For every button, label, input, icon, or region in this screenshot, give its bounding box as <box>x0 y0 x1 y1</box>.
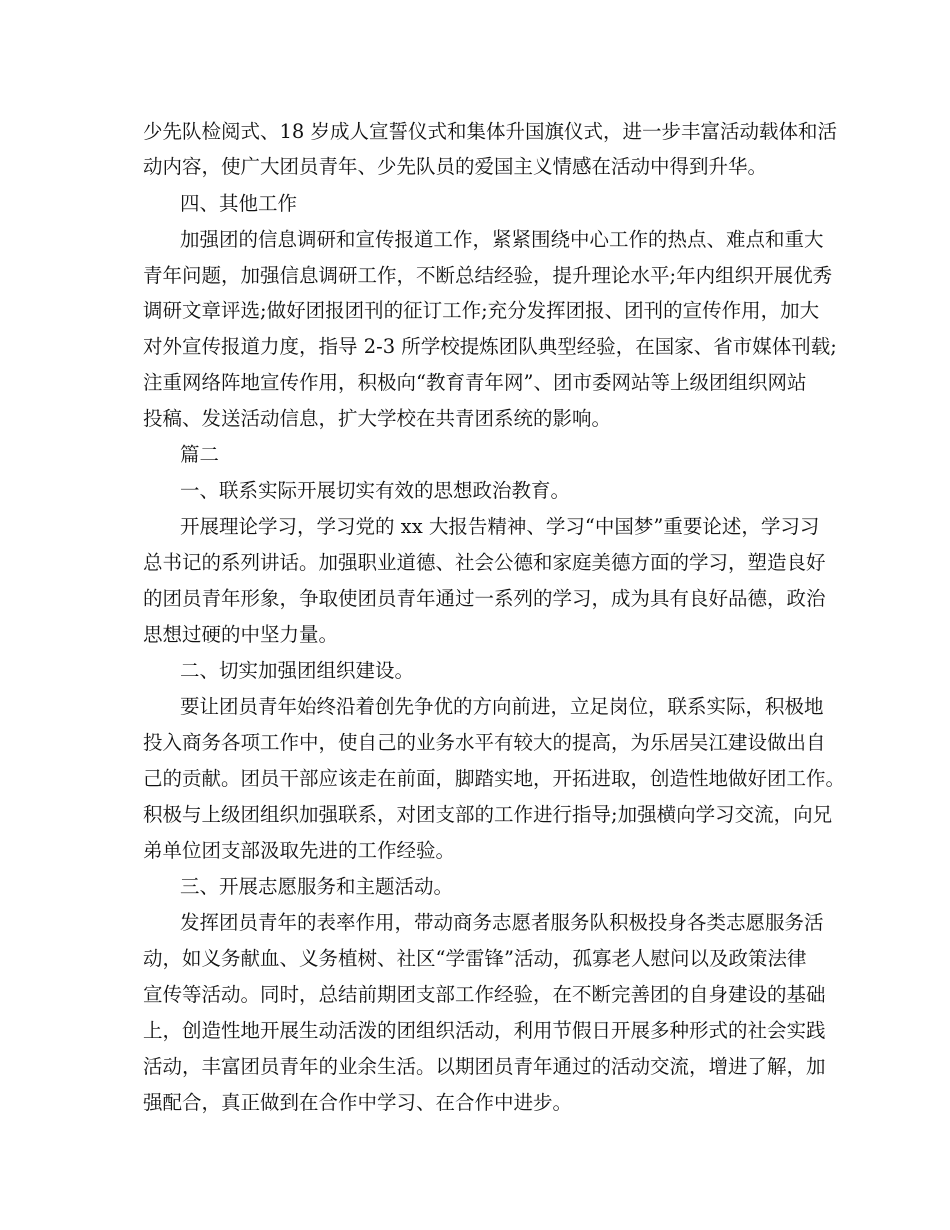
text-line: 投入商务各项工作中，使自己的业务水平有较大的提高，为乐居吴江建设做出自 <box>143 731 826 754</box>
text-line: 强配合，真正做到在合作中学习、在合作中进步。 <box>143 1091 573 1114</box>
text-line: 思想过硬的中坚力量。 <box>143 623 339 646</box>
text-line: 活动，丰富团员青年的业余生活。以期团员青年通过的活动交流，增进了解，加 <box>143 1055 826 1078</box>
text-line: 动，如义务献血、义务植树、社区“学雷锋”活动，孤寡老人慰问以及政策法律 <box>143 947 807 970</box>
text-line: 动内容，使广大团员青年、少先队员的爱国主义情感在活动中得到升华。 <box>143 155 768 178</box>
text-line: 少先队检阅式、18 岁成人宣誓仪式和集体升国旗仪式，进一步丰富活动载体和活 <box>143 120 838 143</box>
section-title: 篇二 <box>180 443 220 466</box>
text-line: 注重网络阵地宣传作用，积极向“教育青年网”、团市委网站等上级团组织网站 <box>143 371 807 394</box>
text-line: 的团员青年形象，争取使团员青年通过一系列的学习，成为具有良好品德，政治 <box>143 587 826 610</box>
section-heading: 三、开展志愿服务和主题活动。 <box>180 875 454 898</box>
text-line: 投稿、发送活动信息，扩大学校在共青团系统的影响。 <box>143 407 612 430</box>
text-line: 弟单位团支部汲取先进的工作经验。 <box>143 839 456 862</box>
section-heading: 二、切实加强团组织建设。 <box>180 659 415 682</box>
section-heading: 一、联系实际开展切实有效的思想政治教育。 <box>180 479 571 502</box>
text-line: 青年问题，加强信息调研工作，不断总结经验，提升理论水平;年内组织开展优秀 <box>143 264 833 287</box>
text-line: 积极与上级团组织加强联系，对团支部的工作进行指导;加强横向学习交流，向兄 <box>143 803 833 826</box>
text-line: 要让团员青年始终沿着创先争优的方向前进，立足岗位，联系实际，积极地 <box>180 695 824 718</box>
text-line: 宣传等活动。同时，总结前期团支部工作经验，在不断完善团的自身建设的基础 <box>143 983 826 1006</box>
text-line: 己的贡献。团员干部应该走在前面，脚踏实地，开拓进取，创造性地做好团工作。 <box>143 767 846 790</box>
section-heading: 四、其他工作 <box>180 192 298 215</box>
text-line: 加强团的信息调研和宣传报道工作，紧紧围绕中心工作的热点、难点和重大 <box>180 228 824 251</box>
text-line: 总书记的系列讲话。加强职业道德、社会公德和家庭美德方面的学习，塑造良好 <box>143 551 826 574</box>
text-line: 开展理论学习，学习党的 xx 大报告精神、学习“中国梦”重要论述，学习习 <box>180 515 820 538</box>
text-line: 发挥团员青年的表率作用，带动商务志愿者服务队积极投身各类志愿服务活 <box>180 911 824 934</box>
text-line: 对外宣传报道力度，指导 2-3 所学校提炼团队典型经验，在国家、省市媒体刊载; <box>143 335 837 358</box>
text-line: 上，创造性地开展生动活泼的团组织活动，利用节假日开展多种形式的社会实践 <box>143 1019 826 1042</box>
text-line: 调研文章评选;做好团报团刊的征订工作;充分发挥团报、团刊的宣传作用，加大 <box>143 299 820 322</box>
